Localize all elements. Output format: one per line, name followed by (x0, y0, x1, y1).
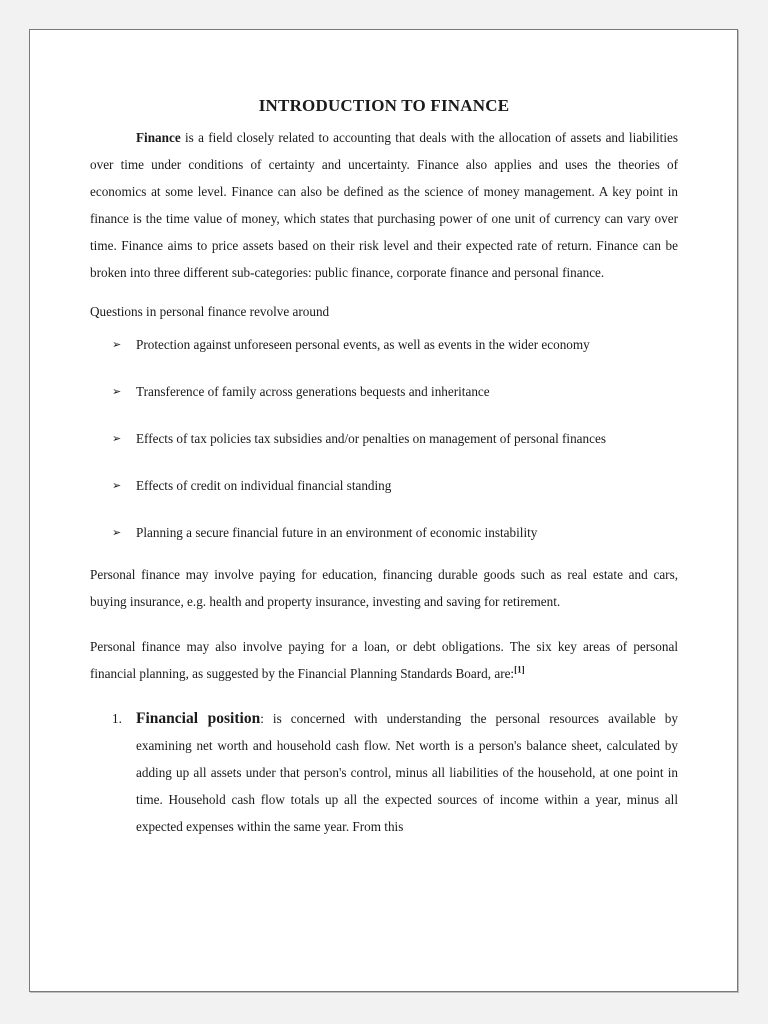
list-item (90, 705, 678, 840)
page-title: INTRODUCTION TO FINANCE (258, 96, 510, 115)
list-item-text: Effects of credit on individual financial standing (136, 478, 392, 493)
area-text: : is concerned with understanding the personal resources available by examining net worth and household cash flow. Net worth is a person's balance sheet, calculated by adding up all assets under that person's control, minus all liabilities of the household, at one point in time. Household cash flow totals up all the expected sources of income within a year, minus all expected expenses within the same year. From this (136, 711, 678, 834)
arrow-bullet-icon: ➢ (112, 526, 122, 539)
arrow-bullet-icon: ➢ (112, 432, 122, 445)
loan-text: Personal finance may also involve paying for a loan, or debt obligations. The six key areas of personal financial planning, as suggested by the Financial Planning Standards Board, are: (90, 639, 678, 681)
key-areas-list (90, 705, 678, 840)
list-item-text: Transference of family across generations bequests and inheritance (136, 384, 490, 399)
list-item (90, 382, 678, 402)
arrow-bullet-icon: ➢ (112, 338, 122, 351)
list-item (90, 335, 678, 355)
list-item-text: Planning a secure financial future in an environment of economic instability (136, 525, 538, 540)
page-content (90, 94, 678, 840)
list-item-text: Effects of tax policies tax subsidies and/or penalties on management of personal finances (136, 431, 606, 446)
intro-paragraph (90, 124, 678, 286)
list-item-number: 1. (112, 711, 122, 726)
arrow-bullet-icon: ➢ (112, 385, 122, 398)
area-title: Financial position (136, 710, 261, 727)
questions-list (90, 335, 678, 543)
list-item (90, 429, 678, 449)
document-page (29, 29, 738, 992)
education-paragraph: Personal finance may involve paying for education, financing durable goods such as real estate and cars, buying insurance, e.g. health and property insurance, investing and saving for retirement. (90, 567, 678, 609)
list-item-text: Protection against unforeseen personal events, as well as events in the wider economy (136, 337, 590, 352)
questions-lead: Questions in personal finance revolve around (90, 304, 330, 319)
intro-text: is a field closely related to accounting that deals with the allocation of assets and liabilities over time under conditions of certainty and uncertainty. Finance also applies and uses the theories of economics at some level. Finance can also be defined as the science of money management. A key point in finance is the time value of money, which states that purchasing power of one unit of currency can vary over time. Finance aims to price assets based on their risk level and their expected rate of return. Finance can be broken into three different sub-categories: public finance, corporate finance and personal finance. (90, 130, 678, 280)
intro-term: Finance (136, 130, 181, 145)
list-item (90, 476, 678, 496)
loan-paragraph (90, 633, 678, 687)
citation-link[interactable]: [1] (514, 664, 525, 675)
list-item (90, 523, 678, 543)
arrow-bullet-icon: ➢ (112, 479, 122, 492)
